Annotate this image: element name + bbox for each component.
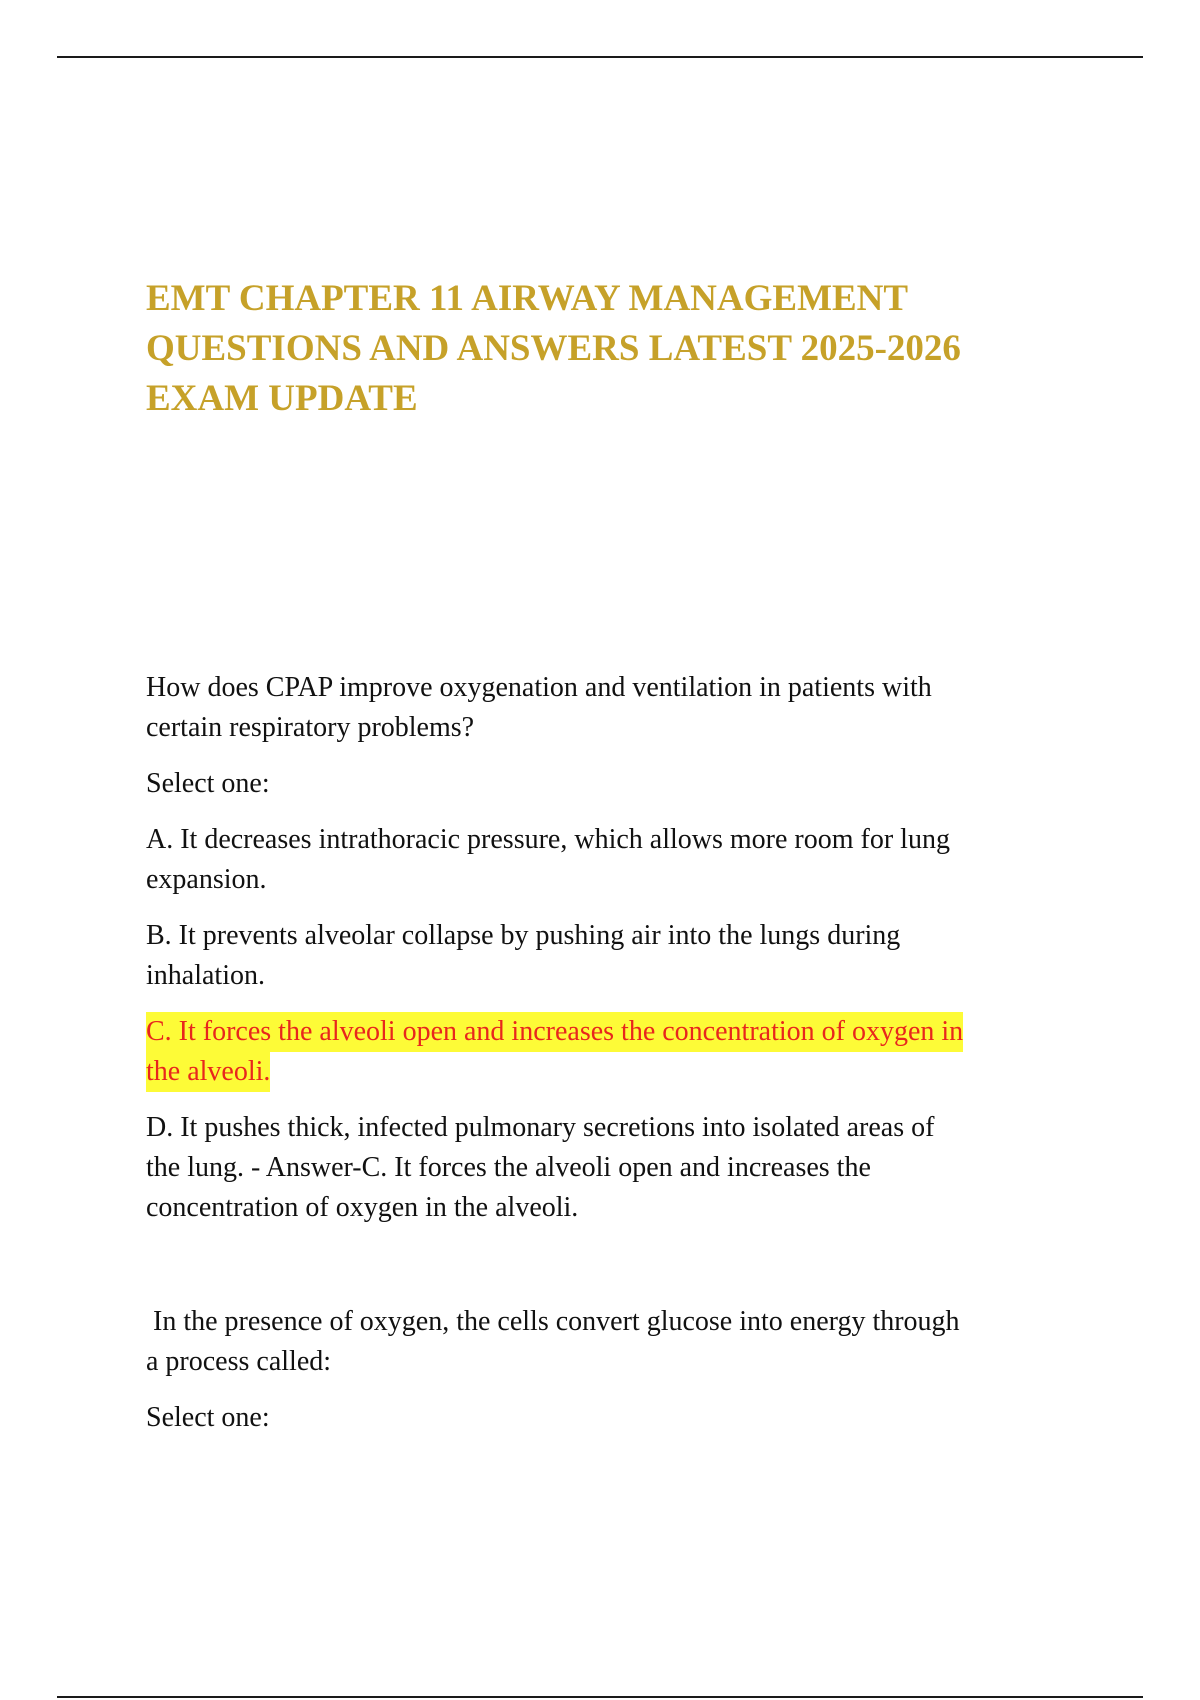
question-1-option-b	[146, 916, 1096, 996]
question-1-option-c-correct	[146, 1012, 1096, 1092]
question-1-text-line: certain respiratory problems?	[146, 712, 475, 743]
option-c-highlighted-line: C. It forces the alveoli open and increases the concentration of oxygen in	[146, 1012, 963, 1052]
question-2-text-line: In the presence of oxygen, the cells convert glucose into energy through	[146, 1306, 960, 1337]
document-title	[146, 274, 1106, 424]
question-1-text-line: How does CPAP improve oxygenation and ventilation in patients with	[146, 672, 932, 703]
question-1-block	[146, 668, 1096, 1244]
option-a-line: expansion.	[146, 864, 267, 895]
title-line-1: EMT CHAPTER 11 AIRWAY MANAGEMENT	[146, 278, 909, 319]
option-d-line: the lung. - Answer-C. It forces the alveoli open and increases the	[146, 1152, 871, 1183]
question-2-block	[146, 1302, 1096, 1454]
question-2-text-line: a process called:	[146, 1346, 332, 1377]
title-line-2: QUESTIONS AND ANSWERS LATEST 2025-2026	[146, 328, 961, 369]
question-1-select-label	[146, 764, 1096, 804]
question-1-text	[146, 668, 1096, 748]
top-rule	[57, 56, 1143, 58]
option-d-line: D. It pushes thick, infected pulmonary secretions into isolated areas of	[146, 1112, 935, 1143]
question-1-option-d	[146, 1108, 1096, 1228]
option-b-line: B. It prevents alveolar collapse by pushing air into the lungs during	[146, 920, 901, 951]
bottom-rule	[57, 1696, 1143, 1698]
option-b-line: inhalation.	[146, 960, 265, 991]
question-2-text	[146, 1302, 1096, 1382]
option-d-line: concentration of oxygen in the alveoli.	[146, 1192, 579, 1223]
question-2-select-label	[146, 1398, 1096, 1438]
option-a-line: A. It decreases intrathoracic pressure, which allows more room for lung	[146, 824, 950, 855]
question-1-option-a	[146, 820, 1096, 900]
select-one-label: Select one:	[146, 768, 270, 799]
select-one-label: Select one:	[146, 1402, 270, 1433]
option-c-highlighted-line: the alveoli.	[146, 1052, 270, 1092]
title-line-3: EXAM UPDATE	[146, 378, 418, 419]
